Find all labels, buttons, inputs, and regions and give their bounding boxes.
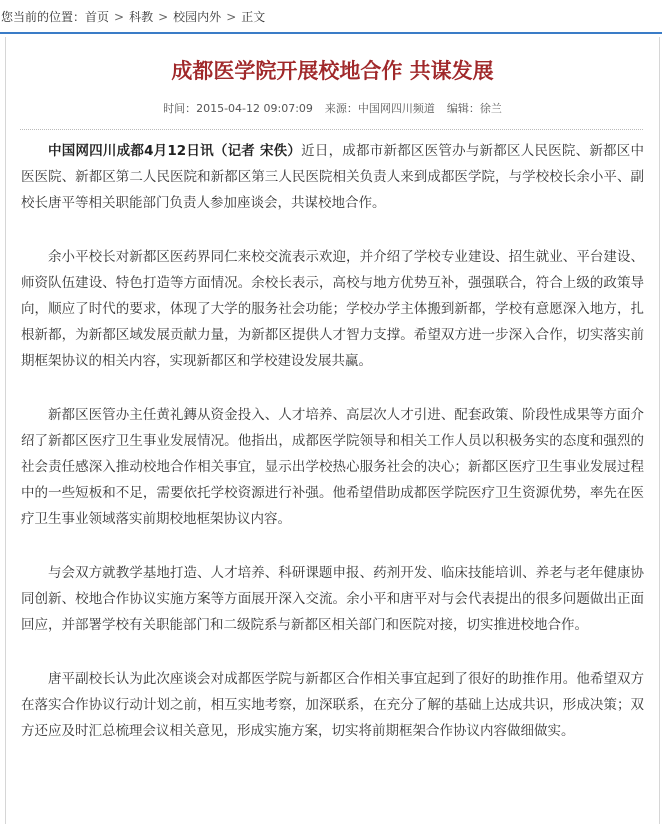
article-paragraph: [21, 138, 644, 216]
article-title: 成都医学院开展校地合作 共谋发展: [171, 59, 494, 83]
article-paragraph: 新都区医管办主任黄礼鏄从资金投入、人才培养、高层次人才引进、配套政策、阶段性成果等方面介绍了新都区医疗卫生事业发展情况。他指出，成都医学院领导和相关工作人员以积极务实的态度和强烈的社会责任感深入推动校地合作相关事宜，显示出学校热心服务社会的决心；新都区医疗卫生事业发展过程中的一些短板和不足，需要依托学校资源进行补强。他希望借助成都医学院医疗卫生资源优势，率先在医疗卫生事业领域落实前期校地框架协议内容。: [21, 407, 644, 527]
breadcrumb-home-link[interactable]: 首页: [85, 10, 110, 24]
article-meta: [6, 101, 659, 117]
article-paragraph: 余小平校长对新都区医药界同仁来校交流表示欢迎，并介绍了学校专业建设、招生就业、平台建设、师资队伍建设、特色打造等方面情况。余校长表示，高校与地方优势互补，强强联合，符合上级的政策导向，顺应了时代的要求，体现了大学的服务社会功能；学校办学主体搬到新都，学校有意愿深入地方，扎根新都，为新都区域发展贡献力量，为新都区提供人才智力支撑。希望双方进一步深入合作，切实落实前期框架协议的相关内容，实现新都区和学校建设发展共赢。: [21, 249, 644, 369]
article-paragraph: 唐平副校长认为此次座谈会对成都医学院与新都区合作相关事宜起到了很好的助推作用。他希望双方在落实合作协议行动计划之前，相互实地考察，加深联系，在充分了解的基础上达成共识，形成决策；双方还应及时汇总梳理会议相关意见，形成实施方案，切实将前期框架合作协议内容做细做实。: [21, 671, 644, 739]
article-source: 中国网四川频道: [357, 102, 435, 115]
breadcrumb-separator: >: [114, 10, 125, 24]
publish-time: 2015-04-12 09:07:09: [196, 102, 313, 115]
breadcrumb: [0, 0, 662, 34]
paragraph-text: 近日，成都市新都区医管办与新都区人民医院、新都区中医医院、新都区第二人民医院和新都区第三人民医院相关负责人来到成都医学院，与学校校长余小平、副校长唐平等相关职能部门负责人参加座谈会，共谋校地合作。: [21, 143, 645, 211]
breadcrumb-current: 正文: [241, 10, 266, 24]
breadcrumb-separator: >: [226, 10, 237, 24]
breadcrumb-label: 您当前的位置：: [1, 10, 86, 24]
article-body: [21, 138, 644, 772]
source-label: 来源：: [324, 102, 358, 115]
article-editor: 徐兰: [479, 102, 502, 115]
article-paragraph: 与会双方就教学基地打造、人才培养、科研课题申报、药剂开发、临床技能培训、养老与老年健康协同创新、校地合作协议实施方案等方面展开深入交流。余小平和唐平对与会代表提出的很多问题做出正面回应，并部署学校有关职能部门和二级院系与新都区相关部门和医院对接，切实推进校地合作。: [21, 565, 644, 633]
time-label: 时间：: [163, 102, 197, 115]
title-divider: [20, 129, 643, 130]
breadcrumb-campus-link[interactable]: 校园内外: [173, 10, 222, 24]
breadcrumb-separator: >: [158, 10, 169, 24]
article-lead: 中国网四川成都4月12日讯（记者 宋佚）: [48, 143, 302, 159]
editor-label: 编辑：: [446, 102, 480, 115]
breadcrumb-science-link[interactable]: 科教: [129, 10, 154, 24]
article-container: [5, 37, 660, 824]
